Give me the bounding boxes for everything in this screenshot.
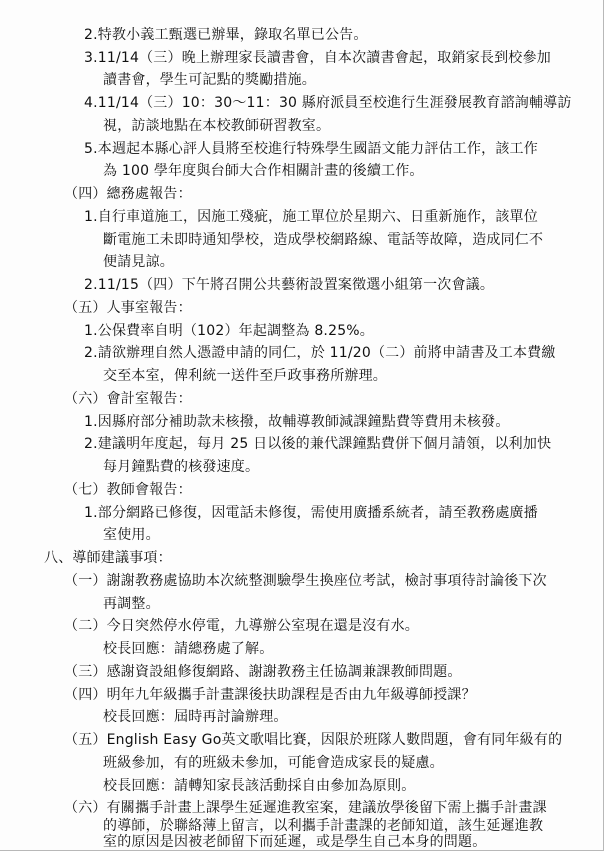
section-heading: （六）會計室報告： [64, 391, 192, 407]
text-line: 3.11/14（三）晚上辦理家長讀書會，自本次讀書會起，取銷家長到校參加 [84, 50, 551, 66]
text-line: 2.請欲辦理自然人憑證申請的同仁，於 11/20（二）前將申請書及工本費繳 [84, 345, 556, 361]
text-line: 1.自行車道施工，因施工殘疵，施工單位於星期六、日重新施作，該單位 [84, 209, 538, 225]
text-line: （五）English Easy Go英文歌唱比賽，因限於班隊人數問題，會有同年級有的 [64, 732, 563, 748]
text-line: 斷電施工未即時通知學校，造成學校網路線、電話等故障，造成同仁不 [103, 232, 544, 248]
text-line: 1.部分網路已修復，因電話未修復，需使用廣播系統者，請至教務處廣播 [84, 505, 538, 521]
text-line: 交至本室，俾利統一送件至戶政事務所辦理。 [103, 368, 387, 384]
text-line: 2.特教小義工甄選已辦畢，錄取名單已公告。 [84, 27, 368, 43]
text-line: （四）明年九年級攜手計畫課後扶助課程是否由九年級導師授課？ [64, 687, 476, 703]
text-line: 每月鐘點費的核發速度。 [103, 459, 260, 475]
text-line: 班級參加，有的班級未參加，可能會造成家長的疑慮。 [103, 755, 444, 771]
section-heading: （五）人事室報告： [64, 300, 192, 316]
section-heading: （七）教師會報告： [64, 482, 192, 498]
text-line: （六）有關攜手計畫上課學生延遲進教室案，建議放學後留下需上攜手計畫課 [64, 800, 547, 816]
text-line: 2.11/15（四）下午將召開公共藝術設置案徵選小組第一次會議。 [84, 277, 495, 293]
text-line: 的導師，於聯絡薄上留言，以利攜手計畫課的老師知道，該生延遲進教 [103, 818, 544, 834]
text-line: 視，訪談地點在本校教師研習教室。 [103, 118, 331, 134]
text-line: 再調整。 [103, 596, 160, 612]
principal-response: 校長回應：屆時再討論辦理。 [103, 709, 288, 725]
text-line: 1.公保費率自明（102）年起調整為 8.25%。 [84, 323, 375, 339]
text-line: 為 100 學年度與台師大合作相關計畫的後續工作。 [103, 163, 424, 179]
text-line: 室使用。 [103, 527, 160, 543]
text-line: （一）謝謝教務處協助本次統整測驗學生換座位考試，檢討事項待討論後下次 [64, 573, 547, 589]
section-heading: 八、導師建議事項： [44, 550, 172, 566]
text-line: 4.11/14（三）10：30～11：30 縣府派員至校進行生涯發展教育諮詢輔導訪 [84, 95, 572, 111]
text-line: 讀書會，學生可記點的獎勵措施。 [103, 72, 316, 88]
text-line: （三）感謝資設組修復網路、謝謝教務主任協調兼課教師問題。 [64, 664, 462, 680]
text-line: （二）今日突然停水停電，九導辦公室現在還是沒有水。 [64, 618, 419, 634]
principal-response: 校長回應：請總務處了解。 [103, 641, 274, 657]
section-heading: （四）總務處報告： [64, 186, 192, 202]
text-line: 便請見諒。 [103, 254, 174, 270]
text-line: 5.本週起本縣心評人員將至校進行特殊學生國語文能力評估工作，該工作 [84, 141, 538, 157]
text-line: 1.因縣府部分補助款未核撥，故輔導教師減課鐘點費等費用未核發。 [84, 414, 510, 430]
principal-response: 校長回應：請轉知家長該活動採自由參加為原則。 [103, 778, 416, 794]
text-line: 2.建議明年度起，每月 25 日以後的兼代課鐘點費併下個月請領，以利加快 [84, 436, 552, 452]
text-line: 室的原因是因被老師留下而延遲，或是學生自己本身的問題。 [103, 834, 487, 850]
